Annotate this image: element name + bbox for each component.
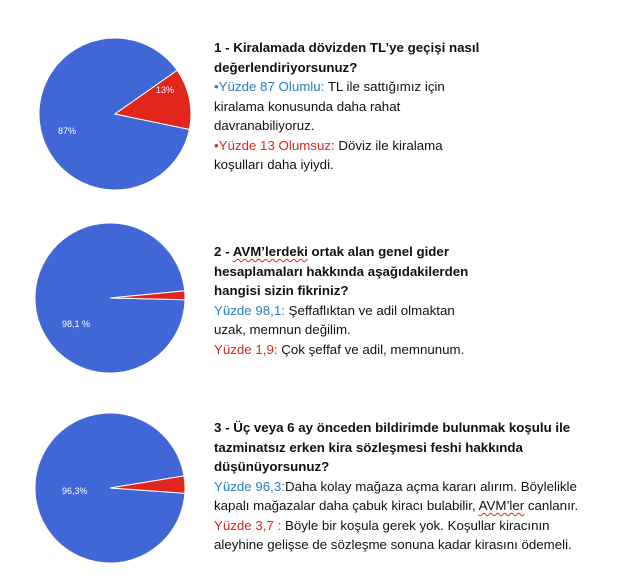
q3-positive-text: Daha kolay mağaza açma kararı alırım. Böylelikle bbox=[284, 478, 577, 494]
q3-title-line-2: tazminatsız erken kira sözleşmesi feshi hakkında bbox=[214, 439, 523, 455]
q1-answer-positive bbox=[214, 77, 479, 97]
q2-positive-line-2: uzak, memnun değilim. bbox=[214, 322, 351, 337]
q3-positive-line-2 bbox=[214, 496, 578, 516]
q3-positive-line-2a: kapalı mağazalar daha çabuk kiracı bulabilir, bbox=[214, 498, 479, 513]
q3-positive-spellcheck-word: AVM’ler bbox=[478, 498, 525, 513]
q3-negative-label: Yüzde 3,7 : bbox=[214, 517, 282, 533]
q3-negative-line-2: aleyhine gelişse de sözleşme sonuna kadar kirasını ödemeli. bbox=[214, 537, 572, 552]
q2-negative-label: Yüzde 1,9: bbox=[214, 341, 278, 357]
q3-title-line-1: 3 - Üç veya 6 ay önceden bildirimde bulunmak koşulu ile bbox=[214, 420, 571, 435]
q3-answer-negative bbox=[214, 516, 578, 536]
question-2-block bbox=[214, 242, 468, 359]
q2-positive-text: Şeffaflıktan ve adil olmaktan bbox=[284, 302, 455, 318]
pie-q2-label-positive: 98,1 % bbox=[62, 319, 91, 329]
q2-negative-text: Çok şeffaf ve adil, memnunum. bbox=[277, 341, 465, 357]
q1-negative-line-2: koşulları daha iyiydi. bbox=[214, 157, 334, 172]
pie-q2-slices bbox=[35, 223, 185, 373]
q2-title-line-2: hesaplamaları hakkında aşağıdakilerden bbox=[214, 263, 469, 279]
q3-negative-text: Böyle bir koşula gerek yok. Koşullar kiracının bbox=[281, 517, 550, 533]
q1-answer-negative bbox=[214, 136, 479, 156]
q1-positive-label: Yüzde 87 Olumlu: bbox=[218, 79, 325, 94]
q2-title-spellcheck-word: AVM’lerdeki bbox=[232, 244, 308, 259]
q2-answer-positive bbox=[214, 301, 468, 321]
pie-q3-slices bbox=[35, 413, 185, 563]
question-3-block bbox=[214, 418, 578, 555]
q3-positive-label: Yüzde 96,3: bbox=[214, 478, 285, 494]
q1-negative-label: Yüzde 13 Olumsuz: bbox=[218, 137, 335, 153]
q2-title-number: 2 - bbox=[214, 244, 233, 259]
q3-positive-line-2c: canlanır. bbox=[524, 498, 579, 513]
q1-title-line-1: 1 - Kiralamada dövizden TL’ye geçişi nasıl bbox=[214, 40, 480, 55]
q3-answer-positive bbox=[214, 477, 578, 497]
q1-negative-text: Döviz ile kiralama bbox=[334, 137, 443, 153]
pie-chart-q1 bbox=[38, 37, 192, 191]
q1-positive-line-3: davranabiliyoruz. bbox=[214, 118, 315, 133]
q1-title-line-2: değerlendiriyorsunuz? bbox=[214, 59, 358, 75]
q2-title-line-1 bbox=[214, 242, 468, 262]
q2-positive-label: Yüzde 98,1: bbox=[214, 302, 285, 318]
q2-answer-negative bbox=[214, 340, 468, 360]
pie-q1-label-positive: 87% bbox=[58, 126, 77, 136]
q2-title-line-3: hangisi sizin fikriniz? bbox=[214, 283, 349, 298]
q1-positive-line-2: kiralama konusunda daha rahat bbox=[214, 98, 401, 114]
pie-q1-label-negative: 13% bbox=[156, 85, 175, 95]
q1-positive-text: TL ile sattığımız için bbox=[324, 79, 445, 94]
pie-chart-q2 bbox=[34, 222, 186, 374]
pie-q1-slices bbox=[39, 38, 191, 190]
pie-q3-label-positive: 96,3% bbox=[62, 486, 88, 496]
q2-title-rest: ortak alan genel gider bbox=[307, 244, 449, 259]
pie-chart-q3 bbox=[34, 412, 186, 564]
q3-title-line-3: düşünüyorsunuz? bbox=[214, 459, 330, 474]
question-1-block bbox=[214, 38, 479, 175]
